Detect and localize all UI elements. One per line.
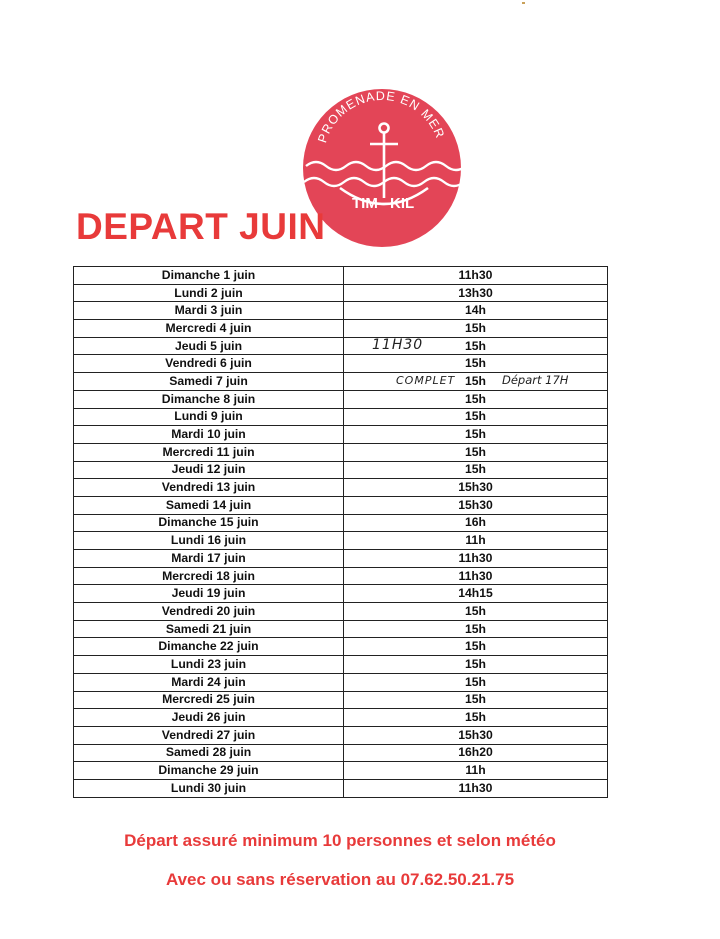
day-cell: Vendredi 6 juin <box>74 355 344 373</box>
departure-time: 15h <box>464 692 486 707</box>
departure-time: 11h30 <box>458 550 493 565</box>
table-row <box>74 656 608 674</box>
day-cell: Samedi 7 juin <box>74 373 344 391</box>
day-cell: Dimanche 8 juin <box>74 390 344 408</box>
time-cell <box>344 461 608 479</box>
time-cell <box>344 532 608 550</box>
day-cell: Vendredi 20 juin <box>74 603 344 621</box>
table-row <box>74 479 608 497</box>
time-cell <box>344 514 608 532</box>
day-cell: Lundi 23 juin <box>74 656 344 674</box>
day-cell: Samedi 14 juin <box>74 496 344 514</box>
table-row <box>74 691 608 709</box>
day-cell: Mercredi 18 juin <box>74 567 344 585</box>
day-cell: Mercredi 25 juin <box>74 691 344 709</box>
time-cell <box>344 691 608 709</box>
departure-time: 14h15 <box>458 586 493 601</box>
day-cell: Lundi 30 juin <box>74 779 344 797</box>
table-row <box>74 762 608 780</box>
departure-time: 15h <box>464 427 486 442</box>
logo-brand-left: TIM <box>352 195 378 212</box>
time-cell <box>344 320 608 338</box>
table-row <box>74 744 608 762</box>
departure-time: 14h <box>464 303 486 318</box>
day-cell: Jeudi 5 juin <box>74 337 344 355</box>
time-cell <box>344 656 608 674</box>
departure-time: 15h30 <box>458 727 493 742</box>
table-row <box>74 337 608 355</box>
table-row <box>74 302 608 320</box>
table-row <box>74 726 608 744</box>
time-cell <box>344 337 608 355</box>
day-cell: Mardi 24 juin <box>74 673 344 691</box>
departure-time: 15h <box>464 603 486 618</box>
departure-time: 15h <box>464 710 486 725</box>
table-row <box>74 514 608 532</box>
time-cell <box>344 390 608 408</box>
departure-time: 15h <box>464 674 486 689</box>
time-cell <box>344 284 608 302</box>
table-row <box>74 532 608 550</box>
time-cell <box>344 673 608 691</box>
table-row <box>74 390 608 408</box>
table-row <box>74 620 608 638</box>
time-cell <box>344 567 608 585</box>
table-row <box>74 603 608 621</box>
day-cell: Vendredi 27 juin <box>74 726 344 744</box>
time-cell <box>344 585 608 603</box>
table-row <box>74 779 608 797</box>
departure-time: 15h <box>464 391 486 406</box>
departure-time: 15h <box>464 462 486 477</box>
handwritten-note: COMPLET <box>396 374 456 388</box>
table-row <box>74 585 608 603</box>
time-cell <box>344 479 608 497</box>
day-cell: Mardi 3 juin <box>74 302 344 320</box>
day-cell: Mardi 10 juin <box>74 426 344 444</box>
table-row <box>74 320 608 338</box>
time-cell <box>344 267 608 285</box>
departure-time: 15h <box>464 409 486 424</box>
page-title: DEPART JUIN <box>76 206 326 247</box>
time-cell <box>344 709 608 727</box>
day-cell: Dimanche 22 juin <box>74 638 344 656</box>
table-row <box>74 426 608 444</box>
scan-speck <box>522 2 525 4</box>
time-cell <box>344 302 608 320</box>
time-cell <box>344 744 608 762</box>
table-row <box>74 355 608 373</box>
time-cell <box>344 426 608 444</box>
departure-time: 15h30 <box>458 497 493 512</box>
time-cell <box>344 726 608 744</box>
table-row <box>74 567 608 585</box>
day-cell: Vendredi 13 juin <box>74 479 344 497</box>
day-cell: Mercredi 4 juin <box>74 320 344 338</box>
logo-brand-right: KIL <box>390 195 415 212</box>
table-row <box>74 461 608 479</box>
day-cell: Samedi 21 juin <box>74 620 344 638</box>
day-cell: Lundi 9 juin <box>74 408 344 426</box>
schedule-table <box>73 266 608 798</box>
table-row <box>74 373 608 391</box>
departure-time: 15h <box>464 320 486 335</box>
departure-time: 15h <box>464 444 486 459</box>
table-row <box>74 709 608 727</box>
departure-time: 13h30 <box>458 285 493 300</box>
time-cell <box>344 550 608 568</box>
departure-time: 11h30 <box>458 267 493 282</box>
time-cell <box>344 620 608 638</box>
departure-time: 11h <box>465 533 486 548</box>
departure-time: 16h <box>464 515 486 530</box>
departure-time: 11h <box>465 763 486 778</box>
departure-time: 11h30 <box>458 568 493 583</box>
table-row <box>74 673 608 691</box>
departure-time: 11h30 <box>458 780 493 795</box>
departure-time: 15h <box>464 639 486 654</box>
departure-time: 15h <box>464 621 486 636</box>
departure-time: 16h20 <box>458 745 493 760</box>
time-cell <box>344 355 608 373</box>
logo-arc-text: PROMENADE EN MER <box>315 88 448 145</box>
departure-time: 15h <box>464 356 486 371</box>
time-cell <box>344 638 608 656</box>
departure-time: 15h <box>464 338 486 353</box>
table-row <box>74 496 608 514</box>
time-cell <box>344 762 608 780</box>
handwritten-note: 11H30 <box>372 336 424 353</box>
time-cell <box>344 408 608 426</box>
table-row <box>74 408 608 426</box>
departure-time: 15h30 <box>458 480 493 495</box>
time-cell <box>344 496 608 514</box>
footer-conditions: Départ assuré minimum 10 personnes et selon météo <box>124 831 556 850</box>
departure-time: 15h <box>464 373 486 388</box>
table-row <box>74 638 608 656</box>
day-cell: Jeudi 19 juin <box>74 585 344 603</box>
day-cell: Jeudi 12 juin <box>74 461 344 479</box>
time-cell <box>344 603 608 621</box>
time-cell <box>344 373 608 391</box>
table-row <box>74 284 608 302</box>
day-cell: Mercredi 11 juin <box>74 443 344 461</box>
day-cell: Mardi 17 juin <box>74 550 344 568</box>
table-row <box>74 267 608 285</box>
table-row <box>74 443 608 461</box>
day-cell: Jeudi 26 juin <box>74 709 344 727</box>
table-row <box>74 550 608 568</box>
day-cell: Lundi 2 juin <box>74 284 344 302</box>
handwritten-note: Départ 17H <box>502 373 569 388</box>
time-cell <box>344 443 608 461</box>
footer-phone: Avec ou sans réservation au 07.62.50.21.75 <box>165 870 515 889</box>
day-cell: Lundi 16 juin <box>74 532 344 550</box>
day-cell: Samedi 28 juin <box>74 744 344 762</box>
time-cell <box>344 779 608 797</box>
day-cell: Dimanche 1 juin <box>74 267 344 285</box>
departure-time: 15h <box>464 656 486 671</box>
day-cell: Dimanche 15 juin <box>74 514 344 532</box>
day-cell: Dimanche 29 juin <box>74 762 344 780</box>
